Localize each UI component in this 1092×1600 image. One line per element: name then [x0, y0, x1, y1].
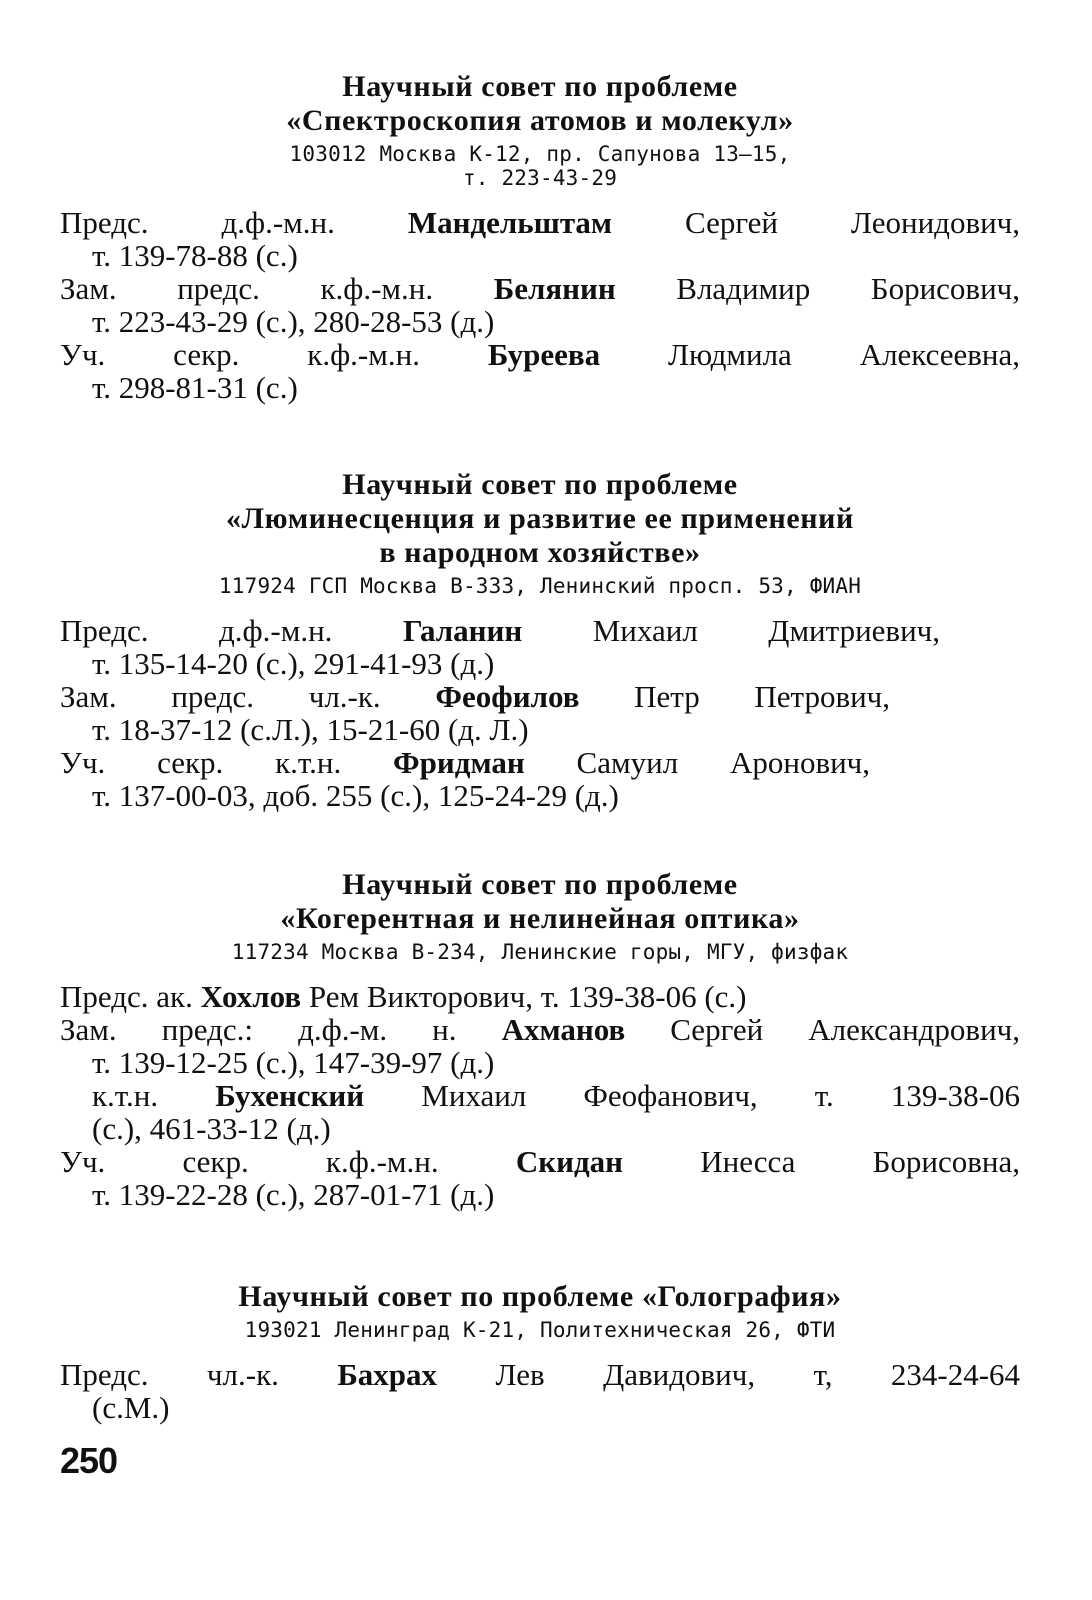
member-entry — [60, 680, 1020, 746]
member-role: к.т.н. — [92, 1078, 159, 1113]
title-line: Научный совет по проблеме — [342, 868, 738, 901]
member-phones: (с.М.) — [92, 1390, 170, 1425]
council-spectroscopy — [60, 70, 1020, 404]
member-entry — [60, 206, 1020, 272]
page-number: 250 — [60, 1440, 118, 1481]
member-role: Зам. предс.: д.ф.-м. н. — [60, 1012, 457, 1047]
member-entry — [60, 338, 1020, 404]
council-address — [60, 1318, 1020, 1342]
member-entry — [60, 1358, 1020, 1424]
member-name: Петр Петрович, — [634, 679, 891, 714]
member-name: Рем Викторович, т. 139-38-06 (с.) — [308, 979, 747, 1014]
member-entry — [60, 1145, 1020, 1211]
title-line: «Когерентная и нелинейная оптика» — [280, 902, 800, 935]
member-list — [60, 980, 1020, 1211]
address-line: 193021 Ленинград К-21, Политехническая 26, ФТИ — [244, 1318, 836, 1342]
member-surname: Буреева — [487, 337, 601, 372]
member-entry — [60, 272, 1020, 338]
member-entry — [60, 614, 1020, 680]
member-name: Инесса Борисовна, — [700, 1144, 1020, 1179]
member-surname: Галанин — [402, 613, 523, 648]
title-line: «Спектроскопия атомов и молекул» — [286, 104, 794, 137]
address-line: 117234 Москва В-234, Ленинские горы, МГУ, физфак — [231, 940, 849, 964]
member-name: Самуил Аронович, — [576, 745, 871, 780]
member-role: Зам. предс. к.ф.-м.н. — [60, 271, 434, 306]
council-title — [60, 1280, 1020, 1314]
member-surname: Скидан — [515, 1144, 623, 1179]
member-phones: т. 298-81-31 (с.) — [92, 370, 298, 405]
council-luminescence — [60, 468, 1020, 812]
council-holography — [60, 1280, 1020, 1424]
title-line: «Люминесценция и развитие ее применений — [226, 502, 854, 535]
member-name: Людмила Алексеевна, — [667, 337, 1020, 372]
council-address — [60, 574, 1020, 598]
title-line: Научный совет по проблеме «Голография» — [238, 1280, 842, 1313]
member-entry — [60, 1079, 1020, 1145]
address-line: 117924 ГСП Москва В-333, Ленинский просп. 53, ФИАН — [218, 574, 862, 598]
member-name: Михаил Феофанович, т. 139-38-06 — [421, 1078, 1021, 1113]
member-surname: Хохлов — [200, 979, 302, 1014]
member-surname: Мандельштам — [407, 205, 613, 240]
member-role: Предс. чл.-к. — [60, 1357, 279, 1392]
member-name: Сергей Александрович, — [670, 1012, 1020, 1047]
address-line: т. 223-43-29 — [462, 166, 618, 190]
member-surname: Ахманов — [501, 1012, 626, 1047]
member-phones: т. 137-00-03, доб. 255 (с.), 125-24-29 (д.) — [92, 778, 619, 813]
title-line: Научный совет по проблеме — [342, 70, 738, 103]
member-phones: (с.), 461-33-12 (д.) — [92, 1111, 331, 1146]
title-line: в народном хозяйстве» — [379, 536, 701, 569]
member-role: Уч. секр. к.ф.-м.н. — [60, 1144, 439, 1179]
member-role: Уч. секр. к.ф.-м.н. — [60, 337, 420, 372]
member-list — [60, 1358, 1020, 1424]
member-name: Михаил Дмитриевич, — [592, 613, 940, 648]
member-role: Предс. д.ф.-м.н. — [60, 205, 335, 240]
member-surname: Бухенский — [215, 1078, 365, 1113]
member-surname: Бахрах — [337, 1357, 438, 1392]
member-phones: т. 139-78-88 (с.) — [92, 238, 298, 273]
member-list — [60, 614, 1020, 812]
council-address — [60, 142, 1020, 190]
member-phones: т. 139-12-25 (с.), 147-39-97 (д.) — [92, 1045, 495, 1080]
member-surname: Белянин — [493, 271, 616, 306]
member-name: Сергей Леонидович, — [685, 205, 1021, 240]
council-title — [60, 868, 1020, 936]
member-role: Уч. секр. к.т.н. — [60, 745, 342, 780]
member-list — [60, 206, 1020, 404]
member-role: Предс. ак. — [60, 979, 193, 1014]
member-role: Предс. д.ф.-м.н. — [60, 613, 333, 648]
member-entry — [60, 1013, 1020, 1079]
member-surname: Феофилов — [435, 679, 580, 714]
council-optics — [60, 868, 1020, 1211]
member-surname: Фридман — [393, 745, 525, 780]
title-line: Научный совет по проблеме — [342, 468, 738, 501]
member-name: Владимир Борисович, — [676, 271, 1021, 306]
member-phones: т. 18-37-12 (с.Л.), 15-21-60 (д. Л.) — [92, 712, 529, 747]
council-title — [60, 468, 1020, 570]
member-role: Зам. предс. чл.-к. — [60, 679, 381, 714]
member-entry — [60, 746, 1020, 812]
member-phones: т. 135-14-20 (с.), 291-41-93 (д.) — [92, 646, 495, 681]
member-phones: т. 139-22-28 (с.), 287-01-71 (д.) — [92, 1177, 495, 1212]
member-phones: т. 223-43-29 (с.), 280-28-53 (д.) — [92, 304, 495, 339]
member-entry — [60, 980, 1020, 1013]
member-name: Лев Давидович, т, 234-24-64 — [495, 1357, 1021, 1392]
council-address — [60, 940, 1020, 964]
council-title — [60, 70, 1020, 138]
address-line: 103012 Москва К-12, пр. Сапунова 13—15, — [289, 142, 791, 166]
